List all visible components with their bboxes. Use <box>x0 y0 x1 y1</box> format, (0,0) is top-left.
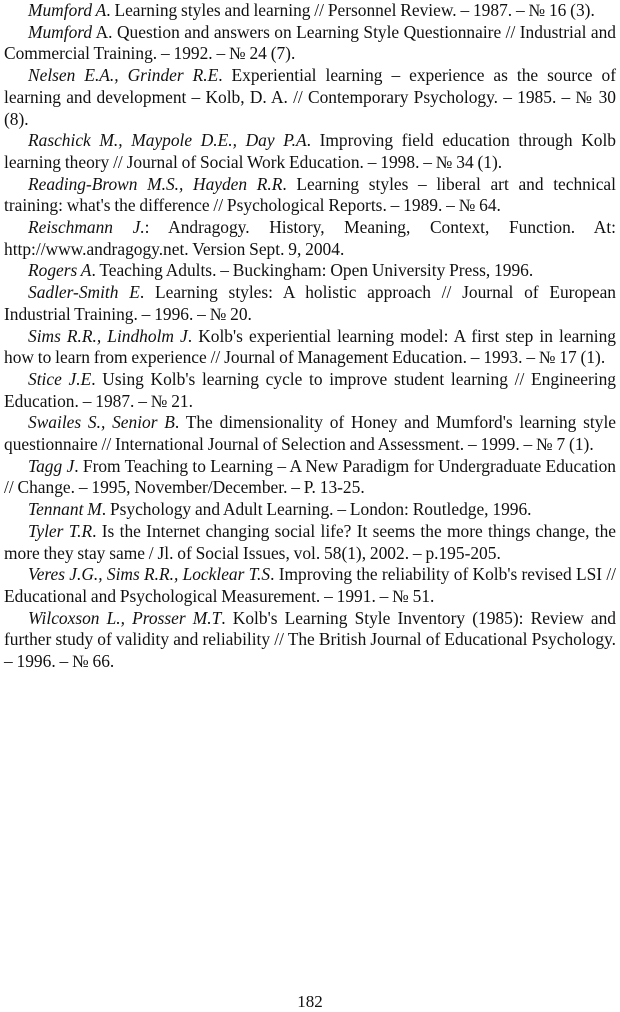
reference-item <box>4 369 616 412</box>
reference-list <box>4 0 616 673</box>
reference-author: Stice J.E <box>28 368 92 389</box>
reference-text: . Learning styles: A holistic approach // Journal of European Industrial Training. – 1996. – № 20. <box>4 282 616 324</box>
reference-author: Veres J.G., Sims R.R., Locklear T.S <box>28 564 271 585</box>
reference-item <box>4 0 616 22</box>
reference-author: Reischmann J. <box>28 217 145 238</box>
reference-text: . Teaching Adults. – Buckingham: Open University Press, 1996. <box>91 260 534 281</box>
reference-author: Mumford A <box>28 0 107 20</box>
reference-item <box>4 564 616 607</box>
reference-item <box>4 130 616 173</box>
reference-text: . Improving the reliability of Kolb's revised LSI // Educational and Psychological Measurement. – 1991. – № 51. <box>4 564 616 606</box>
reference-item <box>4 282 616 325</box>
reference-text: . Kolb's experiential learning model: A first step in learning how to learn from experience // Journal of Management Education. – 1993. – № 17 (1). <box>4 325 616 368</box>
reference-text: . The dimensionality of Honey and Mumford's learning style questionnaire // International Journal of Selection and Assessment. – 1999. – № 7 (1). <box>4 412 616 455</box>
reference-item <box>4 65 616 130</box>
reference-author: Mumford <box>28 21 93 42</box>
reference-author: Tennant M <box>28 499 102 520</box>
reference-text: . Improving field education through Kolb learning theory // Journal of Social Work Education. – 1998. – № 34 (1). <box>4 130 616 172</box>
reference-text: : Andragogy. History, Meaning, Context, Function. At: http://www.andragogy.net. Version Sept. 9, 2004. <box>4 217 616 259</box>
reference-author: Wilcoxson L., Prosser M.T <box>28 607 222 628</box>
reference-text: A. Question and answers on Learning Style Questionnaire // Industrial and Commercial Training. – 1992. – № 24 (7). <box>4 21 616 64</box>
reference-item <box>4 608 616 673</box>
reference-text: . Learning styles – liberal art and technical training: what's the difference // Psychological Reports. – 1989. – № 64. <box>4 173 616 216</box>
reference-author: Tyler T.R <box>28 520 93 541</box>
reference-item <box>4 174 616 217</box>
reference-item <box>4 22 616 65</box>
reference-item <box>4 521 616 564</box>
reference-author: Sims R.R., Lindholm J <box>28 325 188 346</box>
reference-author: Sadler-Smith E <box>28 282 140 303</box>
reference-item <box>4 260 616 282</box>
page-number: 182 <box>297 992 323 1011</box>
reference-item <box>4 499 616 521</box>
reference-text: . Experiential learning – experience as the source of learning and development – Kolb, D. A. // Contemporary Psychology. – 1985. – № 30 (8). <box>4 65 616 129</box>
reference-author: Swailes S., Senior B <box>28 412 175 433</box>
reference-text: . Learning styles and learning // Personnel Review. – 1987. – № 16 (3). <box>106 0 595 20</box>
reference-author: Raschick M., Maypole D.E., Day P.A <box>28 130 307 151</box>
reference-text: . Using Kolb's learning cycle to improve student learning // Engineering Education. – 1987. – № 21. <box>4 368 616 411</box>
reference-author: Nelsen E.A., Grinder R.E <box>28 65 219 86</box>
reference-text: . Psychology and Adult Learning. – London: Routledge, 1996. <box>101 499 532 520</box>
reference-item <box>4 412 616 455</box>
reference-text: . From Teaching to Learning – A New Paradigm for Undergraduate Education // Change. – 1995, November/December. – P. 13-25. <box>4 455 616 498</box>
reference-item <box>4 456 616 499</box>
reference-author: Tagg J <box>28 455 75 476</box>
reference-text: . Is the Internet changing social life? It seems the more things change, the more they stay same / Jl. of Social Issues, vol. 58(1), 2002. – p.195-205. <box>4 520 617 563</box>
reference-item <box>4 217 616 260</box>
reference-author: Reading-Brown M.S., Hayden R.R <box>28 173 283 194</box>
reference-text: . Kolb's Learning Style Inventory (1985): Review and further study of validity and reliability // The British Journal of Educational Psychology. – 1996. – № 66. <box>4 607 616 672</box>
reference-author: Rogers A <box>28 260 92 281</box>
reference-item <box>4 326 616 369</box>
